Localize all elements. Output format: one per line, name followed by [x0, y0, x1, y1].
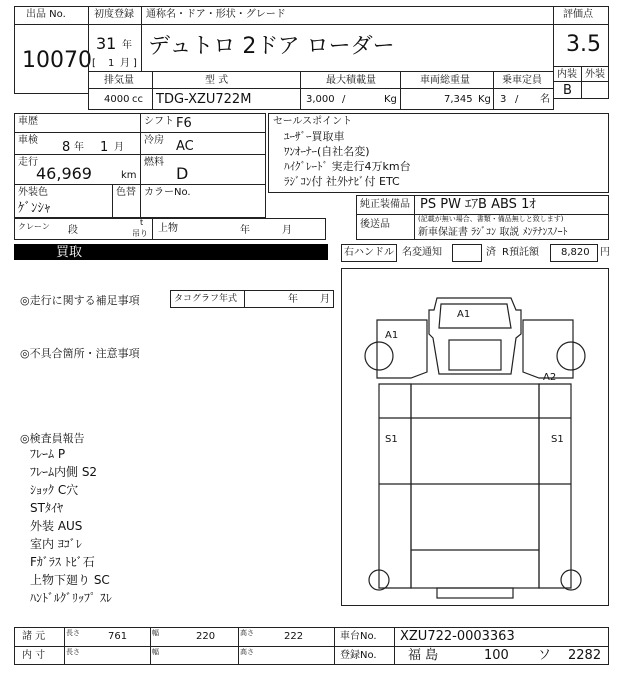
truck-diagram-svg [341, 268, 609, 606]
capacity-label: 乗車定員 [502, 75, 542, 86]
score: 3.5 [566, 32, 601, 57]
inspector-report-title: ◎検査員報告 [20, 432, 85, 445]
capacity-slash: / [515, 94, 519, 105]
displacement: 4000 [104, 94, 130, 105]
interior-grade: B [563, 83, 572, 98]
sales-point-line: ﾜﾝｵｰﾅｰ(自社名変) [284, 145, 370, 158]
capacity: 3 [500, 94, 507, 105]
fuel-label: 燃料 [144, 157, 164, 168]
displacement-unit: cc [132, 94, 143, 105]
chassis-label: 車台No. [340, 631, 377, 642]
reg-month: 1 [108, 58, 115, 69]
registration-number: 2282 [568, 648, 602, 663]
crane-hoist-label: 吊り [132, 229, 148, 238]
displacement-label: 排気量 [104, 75, 134, 86]
score-label: 評価点 [563, 9, 593, 20]
lot-number-label: 出品 No. [26, 9, 66, 20]
max-load-unit: Kg [384, 94, 397, 105]
sales-point-line: ﾗｼﾞｺﾝ付 社外ﾅﾋﾞ付 ETC [284, 175, 400, 188]
inspector-report-line: STﾀｲﾔ [30, 501, 63, 515]
lot-number: 10070 [22, 48, 92, 73]
tachograph-year-unit: 年 [288, 294, 298, 305]
documents-value: 新車保証書 ﾗｼﾞｺﾝ 取説 ﾒﾝﾃﾅﾝｽﾉｰﾄ [418, 227, 568, 238]
length-label: 長さ [66, 629, 80, 637]
tachograph-month-unit: 月 [320, 294, 330, 305]
ac-label: 冷房 [144, 135, 164, 146]
sales-points-label: セールスポイント [273, 116, 353, 127]
model-type: TDG-XZU722M [156, 92, 252, 107]
body-year-unit: 年 [240, 225, 250, 236]
equipment-label: 純正装備品 [360, 199, 410, 210]
registration-region: 福 島 [408, 648, 439, 663]
color-change-label: 色替 [116, 187, 136, 198]
mileage-unit: km [121, 170, 137, 181]
crane-stage-label: 段 [68, 225, 78, 236]
exterior-grade-label: 外装 [585, 69, 605, 80]
inspector-report-line: 外装 AUS [30, 519, 83, 533]
gross-weight-unit: Kg [478, 94, 491, 105]
gross-weight-label: 車両総重量 [420, 75, 470, 86]
damage-mark: S1 [551, 434, 564, 445]
recycle-done-label: 済 [486, 247, 496, 258]
inspection-label: 車検 [18, 135, 38, 146]
sales-point-line: ﾊｲｸﾞﾚｰﾄﾞ 実走行4万km台 [284, 160, 411, 173]
inspector-report-line: 上物下廻り SC [30, 573, 110, 587]
body-label: 上物 [158, 223, 178, 234]
inspection-year: 8 [62, 140, 71, 155]
shift-label: シフト [144, 116, 174, 127]
ac-value: AC [176, 139, 194, 154]
height-value: 222 [284, 631, 304, 642]
history-label: 車歴 [18, 116, 38, 127]
yen-unit: 円 [600, 247, 610, 258]
model-type-label: 型 式 [205, 75, 229, 86]
inspection-month-unit: 月 [114, 142, 124, 153]
registration-label: 登録No. [340, 650, 377, 661]
inner-length-label: 長さ [66, 648, 80, 656]
inner-dimensions-label: 内 寸 [22, 650, 46, 661]
inspector-report-line: Fｶﾞﾗｽ ﾄﾋﾞ石 [30, 555, 95, 569]
dimensions-label: 諸 元 [22, 631, 46, 642]
inspection-month: 1 [100, 140, 109, 155]
crane-label: クレーン [18, 222, 50, 231]
defects-title: ◎不具合箇所・注意事項 [20, 347, 140, 360]
documents-note: (記載が無い場合、書類・備品無しと致します) [418, 215, 564, 223]
chassis-number: XZU722-0003363 [400, 629, 515, 644]
max-load-slash: / [342, 94, 346, 105]
reg-month-unit: 月 [120, 58, 130, 69]
reg-year-unit: 年 [122, 40, 132, 51]
inspector-report-line: ｼｮｯｸ C穴 [30, 483, 79, 497]
model-label: 通称名・ドア・形状・グレード [146, 9, 286, 20]
interior-grade-label: 内装 [557, 69, 577, 80]
length-value: 761 [108, 631, 128, 642]
max-load: 3,000 [306, 94, 335, 105]
damage-mark: A1 [385, 330, 399, 341]
equipment-value: PS PW ｴｱB ABS 1ｵ [420, 197, 536, 212]
inspector-report-line: 室内 ﾖｺﾞﾚ [30, 537, 82, 551]
damage-mark: A1 [457, 309, 471, 320]
width-value: 220 [196, 631, 216, 642]
inspection-year-unit: 年 [74, 142, 84, 153]
ext-color-label: 外装色 [18, 187, 48, 198]
gross-weight: 7,345 [444, 94, 473, 105]
crane-ton-label: t [140, 218, 144, 227]
mileage-label: 走行 [18, 157, 38, 168]
steering-value: 右ハンドル [344, 247, 394, 258]
body-month-unit: 月 [282, 225, 292, 236]
recycle-deposit-label: R預託額 [502, 247, 539, 258]
width-label: 幅 [152, 629, 159, 637]
sales-point-line: ﾕｰｻﾞｰ買取車 [284, 130, 345, 143]
vehicle-name: デュトロ 2ドア ローダー [148, 34, 395, 59]
inner-height-label: 高さ [240, 648, 254, 656]
color-code-label: カラーNo. [144, 187, 191, 198]
inner-width-label: 幅 [152, 648, 159, 656]
registration-class: 100 [484, 648, 509, 663]
documents-label: 後送品 [360, 219, 390, 230]
inspector-report-line: ﾌﾚｰﾑ内側 S2 [30, 465, 98, 479]
reg-year: 31 [96, 34, 117, 53]
name-change-label: 名変通知 [402, 247, 442, 258]
registration-kana: ソ [538, 648, 552, 663]
tachograph-label: タコグラフ年式 [174, 294, 238, 304]
mileage-value: 46,969 [36, 164, 92, 183]
name-change-checkbox [452, 244, 482, 262]
driving-notes-title: ◎走行に関する補足事項 [20, 294, 140, 307]
fuel-value: D [176, 164, 189, 183]
buy-label: 買取 [56, 245, 83, 260]
damage-mark: A2 [543, 372, 557, 383]
damage-mark: S1 [385, 434, 398, 445]
inspector-report-line: ﾌﾚｰﾑ P [30, 447, 66, 461]
shift-value: F6 [176, 116, 192, 131]
ext-color-value: ｹﾞﾝｼｬ [18, 201, 51, 216]
recycle-amount: 8,820 [561, 247, 590, 258]
capacity-unit: 名 [540, 94, 550, 105]
max-load-label: 最大積載量 [326, 75, 376, 86]
height-label: 高さ [240, 629, 254, 637]
first-registration-label: 初度登録 [94, 9, 134, 20]
inspector-report-line: ﾊﾝﾄﾞﾙｸﾞﾘｯﾌﾟ ｽﾚ [30, 591, 112, 605]
